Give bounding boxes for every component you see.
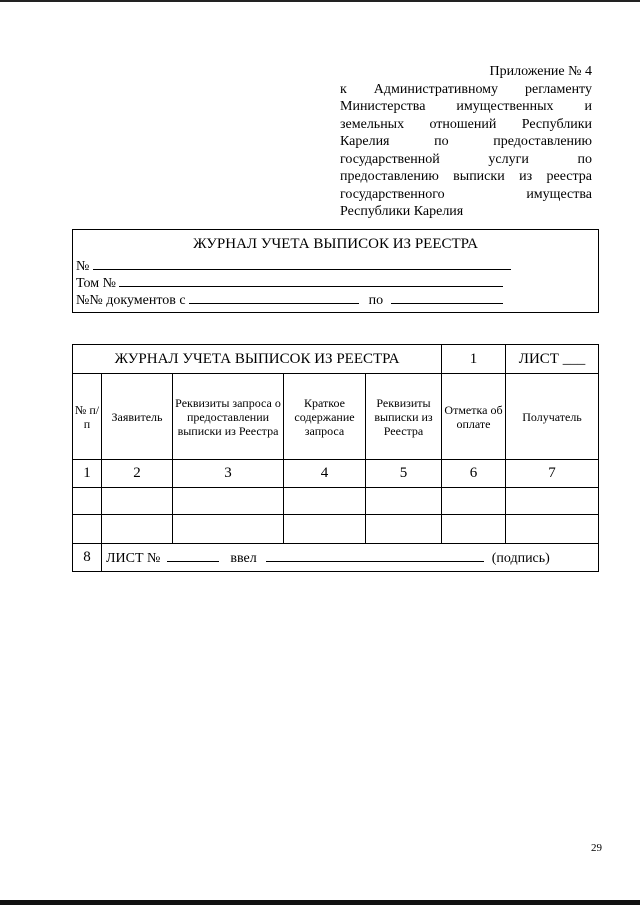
journal-cover-box: [72, 229, 599, 313]
table-cell: [366, 488, 442, 515]
column-number: 3: [173, 460, 284, 488]
cover-docs-row: [76, 290, 503, 307]
cover-title: ЖУРНАЛ УЧЕТА ВЫПИСОК ИЗ РЕЕСТРА: [193, 236, 478, 252]
cover-docs-to-label: по: [368, 293, 384, 308]
table-row: [73, 488, 599, 515]
table-cell: [366, 515, 442, 544]
bottom-edge-line: [0, 900, 640, 905]
cover-number-row: [76, 256, 511, 273]
table-cell: [506, 488, 599, 515]
column-number: 7: [506, 460, 599, 488]
footer-sheet-line: [167, 548, 219, 562]
journal-title-row: [73, 345, 599, 374]
annex-line: предоставлению выписки из реестра: [340, 169, 592, 184]
footer-entered-label: ввел: [230, 551, 257, 566]
annex-line: государственного имущества: [340, 186, 592, 202]
cover-docs-to-line: [391, 290, 503, 304]
column-number: 4: [284, 460, 366, 488]
footer-number: 8: [73, 544, 102, 572]
journal-table: [72, 344, 599, 572]
annex-line: Министерства имущественных и: [340, 99, 592, 114]
top-edge-line: [0, 0, 640, 2]
cover-volume-row: [76, 273, 503, 290]
header-extract-details: Реквизиты выписки из Реестра: [366, 374, 442, 460]
table-cell: [442, 515, 506, 544]
table-cell: [284, 515, 366, 544]
header-applicant: Заявитель: [102, 374, 173, 460]
annex-line: Республики Карелия: [340, 204, 464, 219]
header-number: № п/п: [73, 374, 102, 460]
journal-top-number: 1: [442, 345, 506, 374]
annex-block: [340, 63, 592, 221]
table-cell: [506, 515, 599, 544]
annex-line: Карелия по предоставлению: [340, 134, 592, 149]
annex-line: государственной услуги по: [340, 151, 592, 167]
footer-sheet-label: ЛИСТ №: [106, 551, 161, 566]
annex-title: Приложение № 4: [489, 64, 592, 79]
cover-volume-line: [119, 273, 503, 287]
table-cell: [73, 488, 102, 515]
table-cell: [102, 488, 173, 515]
table-cell: [173, 515, 284, 544]
footer-cell: [102, 544, 599, 572]
table-cell: [173, 488, 284, 515]
column-number: 5: [366, 460, 442, 488]
cover-docs-from-line: [189, 290, 359, 304]
annex-line: земельных отношений Республики: [340, 116, 592, 132]
cover-volume-label: Том №: [76, 276, 116, 291]
column-number: 6: [442, 460, 506, 488]
table-cell: [73, 515, 102, 544]
annex-line: к Административному регламенту: [340, 81, 592, 97]
journal-footer-row: [73, 544, 599, 572]
footer-entered-line: [266, 548, 484, 562]
table-row: [73, 515, 599, 544]
column-number-row: [73, 460, 599, 488]
journal-title: ЖУРНАЛ УЧЕТА ВЫПИСОК ИЗ РЕЕСТРА: [73, 345, 442, 374]
cover-number-label: №: [76, 259, 90, 274]
table-cell: [284, 488, 366, 515]
journal-header-row: [73, 374, 599, 460]
table-cell: [442, 488, 506, 515]
header-payment-mark: Отметка об оплате: [442, 374, 506, 460]
footer-sign-label: (подпись): [491, 551, 550, 566]
table-cell: [102, 515, 173, 544]
column-number: 1: [73, 460, 102, 488]
column-number: 2: [102, 460, 173, 488]
header-request-details: Реквизиты запроса о предоставлении выписки из Реестра: [173, 374, 284, 460]
cover-docs-label: №№ документов с: [76, 293, 186, 308]
header-request-summary: Краткое содержание запроса: [284, 374, 366, 460]
page-number: 29: [591, 842, 602, 854]
cover-number-line: [93, 256, 511, 270]
journal-sheet-label: ЛИСТ ___: [506, 345, 599, 374]
header-recipient: Получатель: [506, 374, 599, 460]
